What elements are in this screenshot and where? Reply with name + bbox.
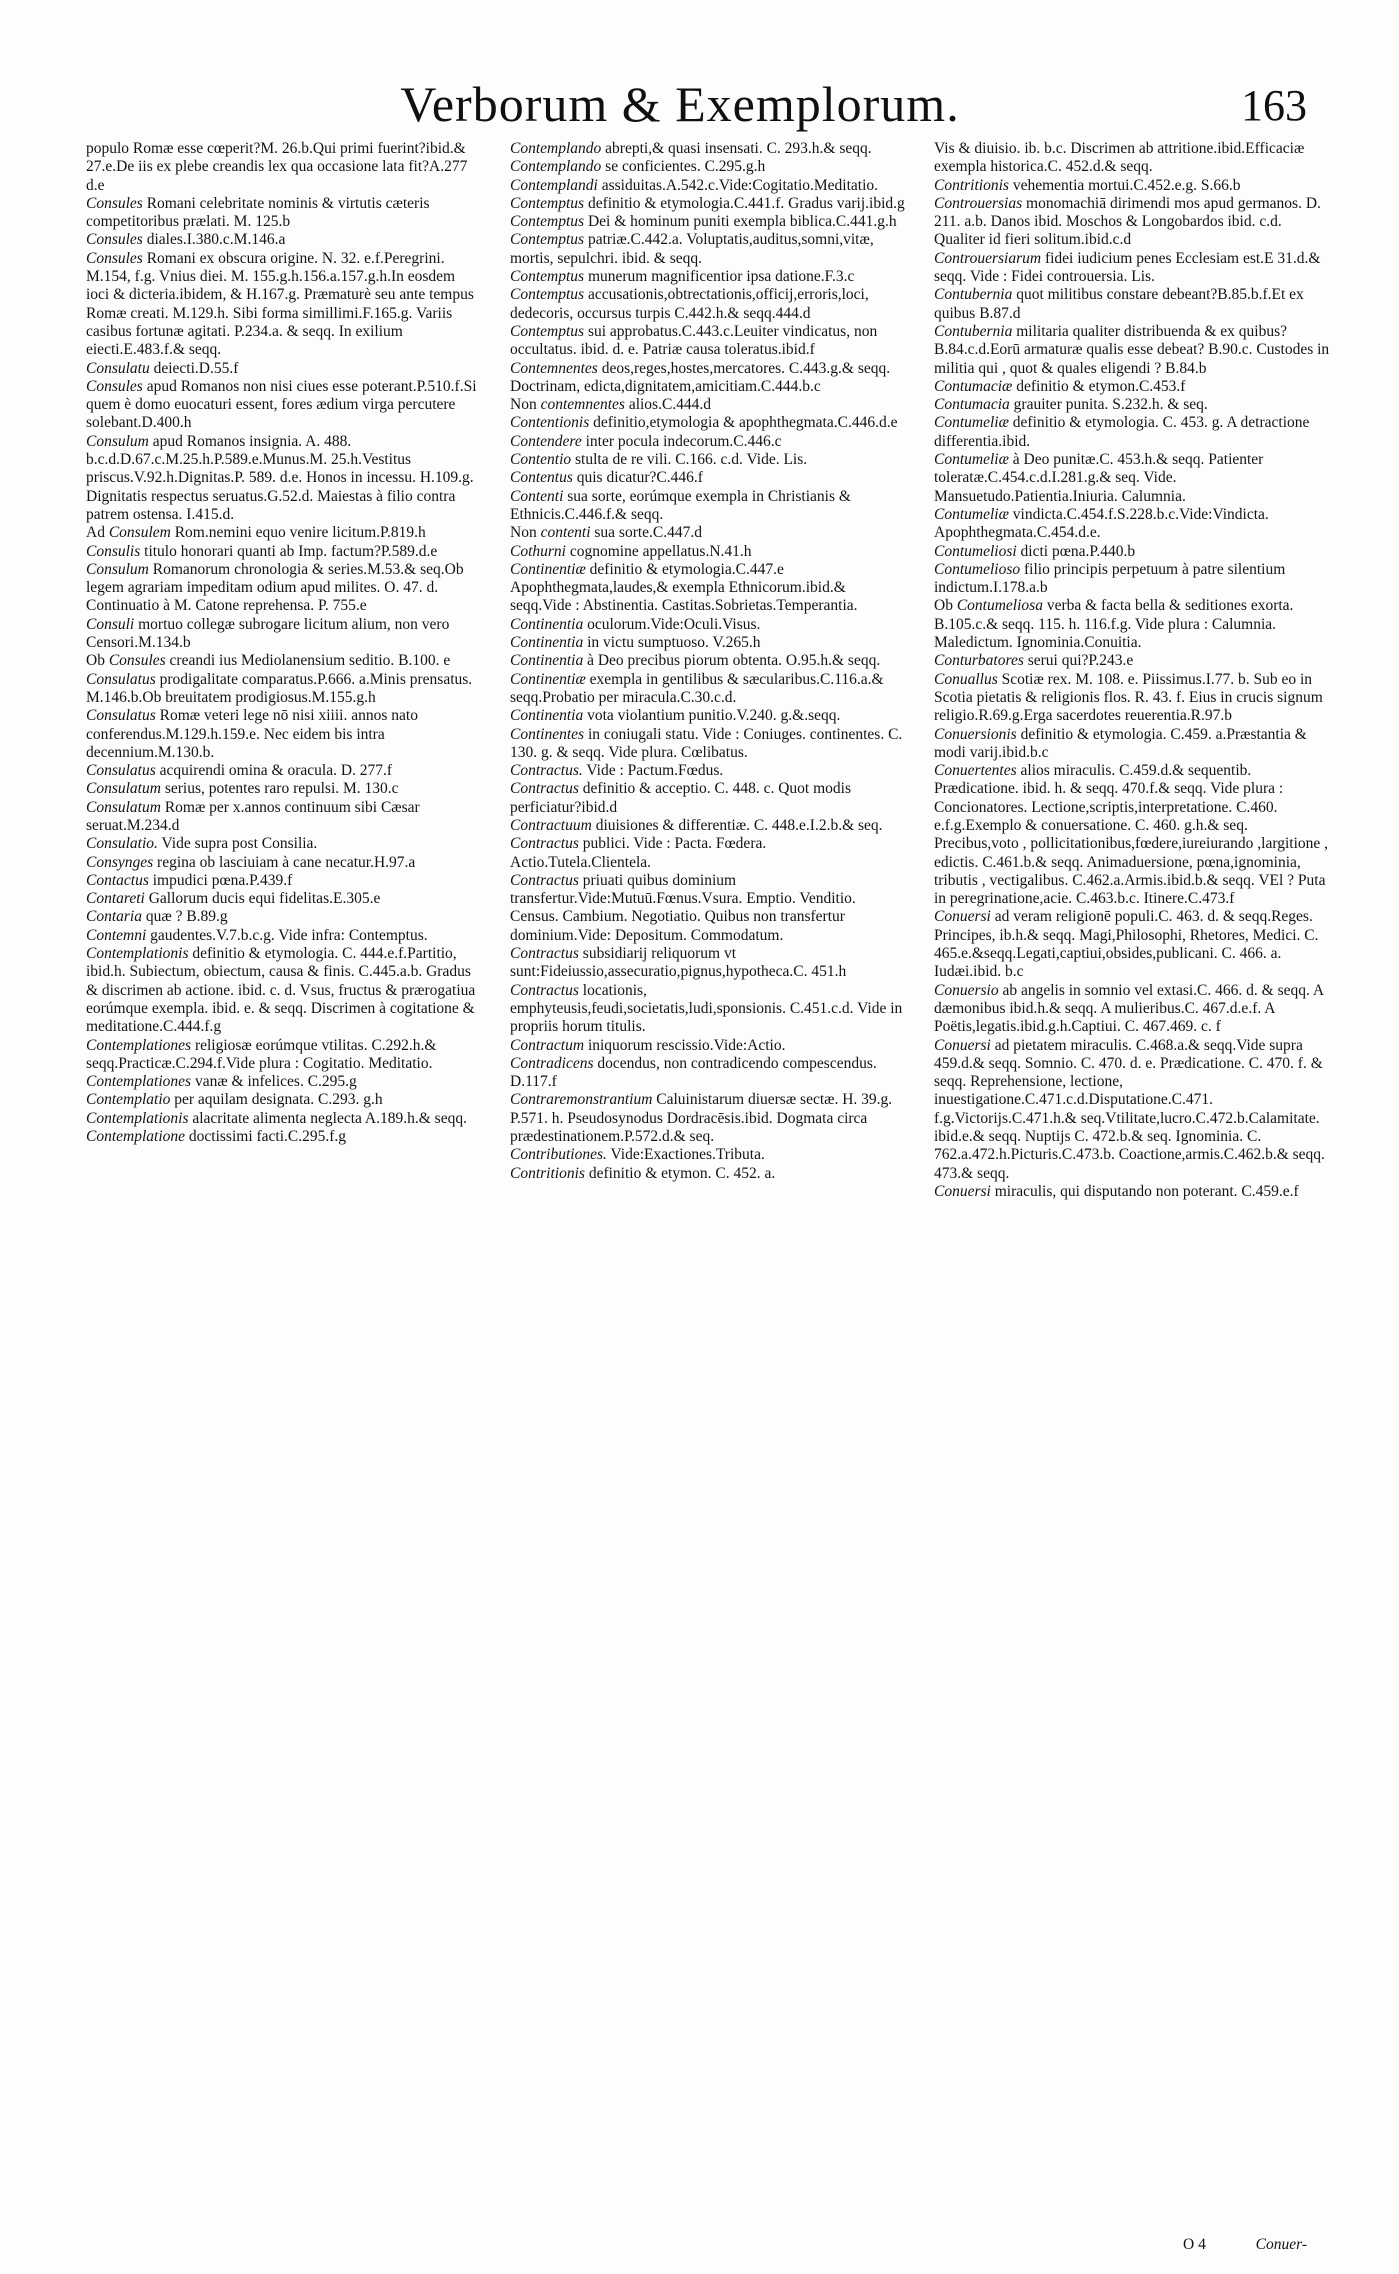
entry-text: populo Romæ esse cœperit?M. 26.b.Qui primi fuerint?ibid.& 27.e.De iis ex plebe creandis lex qua occasione lata fit?A.277 d.e [86, 140, 468, 194]
entry-keyword: Consulatum [86, 798, 161, 816]
entry-text: à Deo punitæ.C. 453.h.& seqq. Patienter toleratæ.C.454.c.d.I.281.g.& seq. Vide. Mansuetudo.Patientia.Iniuria. Calumnia. [934, 451, 1264, 505]
entry-keyword: Contractus [510, 871, 579, 889]
entry-text: dicti pœna.P.440.b [1020, 542, 1136, 560]
entry-text: inter pocula indecorum.C.446.c [585, 432, 782, 450]
entry-keyword: Contemptus [510, 194, 585, 212]
entry-keyword: Controuersiarum [934, 249, 1042, 267]
index-entry [934, 414, 1330, 451]
entry-text: religiosæ eorúmque vtilitas. C.292.h.& seqq.Practicæ.C.294.f.Vide plura : Cogitatio. Meditatio. [86, 1036, 437, 1072]
index-entry [510, 1055, 906, 1092]
entry-keyword: Conuersi [934, 1182, 991, 1200]
entry-text: vanæ & infelices. C.295.g [194, 1073, 357, 1091]
index-entry [510, 945, 906, 982]
entry-text: per aquilam designata. C.293. g.h [174, 1091, 383, 1109]
entry-text: ab angelis in somnio vel extasi.C. 466. d. & seqq. A dæmonibus ibid.h.& seqq. A mulieribus.C. 467.d.e.f. A Poëtis,legatis.ibid.g.h.Captiui. C. 467.469. c. f [934, 981, 1324, 1036]
entry-text: sua sorte.C.447.d [594, 524, 703, 542]
entry-text: miraculis, qui disputando non poterant. C.459.e.f [994, 1182, 1299, 1200]
entry-text: filio principis perpetuum à patre silentium indictum.I.178.a.b [934, 560, 1286, 597]
index-entry [86, 231, 482, 249]
entry-keyword: Consulis [86, 542, 141, 560]
index-entry [934, 908, 1330, 981]
entry-text: à Deo precibus piorum obtenta. O.95.h.& seqq. [587, 652, 881, 670]
index-entry [86, 433, 482, 524]
index-entry [86, 780, 482, 798]
entry-text: Romani ex obscura origine. N. 32. e.f.Peregrini. M.154, f.g. Vnius diei. M. 155.g.h.156.a.157.g.h.In eosdem ioci & dicteria.ibidem, & H.167.g. Præmaturè seu ante tempus Romæ creati. M.129.h. Sibi forma simillimi.F.165.g. Variis casibus fortunæ agitati. P.234.a. & seqq. In exilium eiecti.E.483.f.& seqq. [86, 249, 474, 359]
index-entry [510, 671, 906, 708]
entry-text: publici. Vide : Pacta. Fœdera. Actio.Tutela.Clientela. [510, 835, 767, 871]
entry-text: Rom.nemini equo venire licitum.P.819.h [174, 524, 426, 542]
index-entry [510, 323, 906, 360]
entry-keyword: Contemplationes [86, 1036, 192, 1054]
entry-text: munerum magnificentior ipsa datione.F.3.c [587, 268, 855, 286]
index-entry [510, 707, 906, 725]
entry-keyword: Conuersi [934, 1036, 991, 1054]
index-entry [86, 1073, 482, 1091]
index-entry [510, 616, 906, 634]
entry-text: vindicta.C.454.f.S.228.b.c.Vide:Vindicta. Apophthegmata.C.454.d.e. [934, 505, 1269, 542]
entry-keyword: Consules [86, 231, 143, 249]
index-entry [934, 652, 1330, 670]
entry-keyword: contenti [540, 524, 591, 542]
entry-keyword: Consulem [108, 524, 171, 542]
entry-keyword: Contentionis [510, 414, 590, 432]
index-entry [934, 323, 1330, 378]
entry-text: vota violantium punitio.V.240. g.&.seqq. [587, 707, 841, 725]
index-entry [86, 927, 482, 945]
entry-keyword: Contemplando [510, 158, 602, 176]
entry-keyword: Contributiones. [510, 1146, 607, 1164]
entry-text: vehementia mortui.C.452.e.g. S.66.b [1012, 176, 1241, 194]
entry-keyword: Contritionis [510, 1164, 585, 1182]
entry-text: stulta de re vili. C.166. c.d. Vide. Lis. [575, 451, 808, 469]
entry-text: diales.I.380.c.M.146.a [146, 231, 286, 249]
page-number: 163 [1241, 81, 1307, 130]
entry-keyword: Contemplationis [86, 945, 189, 963]
entry-keyword: Contumeliæ [934, 414, 1009, 432]
entry-keyword: Conuersionis [934, 725, 1017, 743]
index-entry [86, 854, 482, 872]
entry-text: quæ ? B.89.g [145, 908, 228, 926]
entry-keyword: Contemptus [510, 231, 585, 249]
entry-keyword: Contemplationes [86, 1073, 192, 1091]
entry-keyword: Consuli [86, 615, 135, 633]
index-entry [510, 360, 906, 397]
entry-text: priuati quibus dominium transfertur.Vide:Mutuū.Fœnus.Vsura. Emptio. Venditio. Census. Cambium. Negotiatio. Quibus non transfertur dominium.Vide: Depositum. Commodatum. [510, 871, 856, 944]
index-entry [510, 396, 906, 414]
entry-text: fidei iudicium penes Ecclesiam est.E 31.d.& seqq. Vide : Fidei controuersia. Lis. [934, 249, 1321, 286]
entry-text: Non [510, 524, 537, 542]
entry-keyword: Consulatum [86, 780, 161, 798]
entry-text: doctissimi facti.C.295.f.g [188, 1128, 347, 1146]
entry-text: exempla in gentilibus & sæcularibus.C.116.a.& seqq.Probatio per miracula.C.30.c.d. [510, 670, 884, 706]
entry-keyword: Continentes [510, 725, 585, 743]
entry-text: subsidiarij reliquorum vt sunt:Fideiussio,assecuratio,pignus,hypotheca.C. 451.h [510, 945, 847, 981]
entry-text: Gallorum ducis equi fidelitas.E.305.e [148, 890, 381, 908]
index-entry [86, 616, 482, 653]
entry-text: Ob [934, 597, 953, 615]
index-entry [86, 652, 482, 670]
index-entry [86, 1091, 482, 1109]
index-entry [510, 762, 906, 780]
entry-text: sua sorte, eorúmque exempla in Christianis & Ethnicis.C.446.f.& seqq. [510, 487, 851, 523]
index-entry [934, 671, 1330, 726]
entry-keyword: Consulatus [86, 762, 156, 780]
entry-text: patriæ.C.442.a. Voluptatis,auditus,somni,vitæ, mortis, sepulchri. ibid. & seqq. [510, 231, 874, 267]
index-column-3 [934, 140, 1330, 1201]
entry-text: ad pietatem miraculis. C.468.a.& seqq.Vide supra 459.d.& seqq. Somnio. C. 470. d. e. Prædicatione. C. 470. f. & seqq. Reprehensione, lectione, inuestigatione.C.471.c.d.Disputatione.C.471. f.g.Victorijs.C.471.h.& seq.Vtilitate,lucro.C.472.b.Calamitate. ibid.e.& seqq. Nuptijs C. 472.b.& seq. Ignominia. C. 762.a.472.h.Picturis.C.473.b. Coactione,armis.C.462.b.& seqq. 473.& seqq. [934, 1036, 1325, 1182]
entry-keyword: Contemnentes [510, 359, 598, 377]
entry-text: serui qui?P.243.e [1027, 652, 1134, 670]
entry-text: acquirendi omina & oracula. D. 277.f [159, 762, 393, 780]
entry-text: creandi ius Mediolanensium seditio. B.100. e [169, 652, 451, 670]
entry-keyword: Consules [86, 377, 143, 395]
index-entry [934, 250, 1330, 287]
index-entry [86, 140, 482, 195]
entry-text: Ob [86, 652, 105, 670]
index-entry [934, 177, 1330, 195]
index-entry [934, 726, 1330, 763]
index-entry [510, 1165, 906, 1183]
entry-keyword: Consulatus [86, 707, 156, 725]
entry-text: sui approbatus.C.443.c.Leuiter vindicatus, non occultatus. ibid. d. e. Patriæ causa toleratus.ibid.f [510, 322, 878, 359]
index-entry [510, 158, 906, 176]
entry-keyword: Contractus [510, 981, 579, 999]
index-entry [934, 561, 1330, 598]
index-entry [510, 835, 906, 872]
entry-keyword: Contubernia [934, 322, 1013, 340]
entry-keyword: Consules [86, 249, 143, 267]
index-entry [86, 908, 482, 926]
entry-text: deos,reges,hostes,mercatores. C.443.g.& seqq. Doctrinam, edicta,dignitatem,amicitiam.C.444.b.c [510, 359, 891, 395]
entry-keyword: Contaria [86, 908, 142, 926]
entry-text: definitio & acceptio. C. 448. c. Quot modis perficiatur?ibid.d [510, 780, 851, 816]
entry-text: definitio & etymologia. C. 444.e.f.Partitio, ibid.h. Subiectum, obiectum, causa & finis. C.445.a.b. Gradus & discrimen ab actione. ibid. c. d. Vsus, fructus & prærogatiua eorúmque exempla. ibid. e. & seqq. Discrimen à cogitatione & meditatione.C.444.f.g [86, 945, 476, 1036]
entry-keyword: Consulum [86, 560, 149, 578]
entry-keyword: Consulatu [86, 359, 150, 377]
entry-text: serius, potentes raro repulsi. M. 130.c [164, 780, 399, 798]
index-entry [934, 140, 1330, 177]
entry-text: grauiter punita. S.232.h. & seq. [1013, 396, 1208, 414]
entry-text: definitio & etymologia.C.441.f. Gradus varij.ibid.g [587, 194, 905, 212]
catchword: Conuer- [1255, 2236, 1307, 2253]
entry-keyword: Continentia [510, 615, 584, 633]
entry-text: accusationis,obtrectationis,officij,erroris,loci, dedecoris, occursus turpis C.442.h.& seqq.444.d [510, 286, 869, 322]
entry-text: apud Romanos insignia. A. 488. b.c.d.D.67.c.M.25.h.P.589.e.Munus.M. 25.h.Vestitus priscus.V.92.h.Dignitas.P. 589. d.e. Honos in incessu. H.109.g. Dignitatis respectus seruatus.G.52.d. Maiestas à filio contra patrem ostensa. I.415.d. [86, 432, 474, 523]
entry-keyword: Contentio [510, 451, 572, 469]
entry-text: apud Romanos non nisi ciues esse poterant.P.510.f.Si quem è domo euocaturi essent, fores ædium virga percutere solebant.D.400.h [86, 377, 477, 432]
index-entry [510, 195, 906, 213]
index-entry [86, 945, 482, 1036]
index-entry [510, 469, 906, 487]
entry-keyword: Contractus [510, 835, 579, 853]
entry-keyword: Contemplationis [86, 1109, 189, 1127]
entry-text: Scotiæ rex. M. 108. e. Piissimus.I.77. b. Sub eo in Scotia pietatis & religionis flos. R. 43. f. Eius in crucis signum religio.R.69.g.Erga sacerdotes reuerentia.R.97.b [934, 670, 1323, 725]
entry-keyword: Contraremonstrantium [510, 1091, 653, 1109]
index-entry [934, 597, 1330, 652]
index-entry [510, 1146, 906, 1164]
entry-keyword: Consules [108, 652, 166, 670]
entry-text: Dei & hominum puniti exempla biblica.C.441.g.h [587, 213, 897, 231]
entry-keyword: Contareti [86, 890, 145, 908]
entry-text: Vide supra post Consilia. [161, 835, 318, 853]
index-entry [934, 396, 1330, 414]
entry-text: regina ob lasciuiam à cane necatur.H.97.a [157, 853, 416, 871]
entry-text: Romæ veteri lege nō nisi xiiii. annos nato conferendus.M.129.h.159.e. Nec eidem bis intra decennium.M.130.b. [86, 707, 418, 761]
entry-keyword: Contritionis [934, 176, 1009, 194]
entry-keyword: Consules [86, 194, 143, 212]
index-entry [934, 451, 1330, 506]
entry-keyword: Continentia [510, 707, 584, 725]
entry-text: definitio & etymologia. C. 453. g. A detractione differentia.ibid. [934, 414, 1310, 450]
entry-keyword: Continentiæ [510, 670, 586, 688]
index-entry [934, 286, 1330, 323]
entry-keyword: Contumeliosi [934, 542, 1017, 560]
index-entry [934, 195, 1330, 250]
index-entry [510, 488, 906, 525]
index-entry [510, 817, 906, 835]
entry-text: quot militibus constare debeant?B.85.b.f.Et ex quibus B.87.d [934, 286, 1304, 322]
entry-text: Romani celebritate nominis & virtutis cæteris competitoribus prælati. M. 125.b [86, 194, 430, 231]
entry-keyword: Continentia [510, 652, 584, 670]
entry-keyword: Consulatus [86, 670, 156, 688]
entry-keyword: Contumaciæ [934, 377, 1013, 395]
entry-text: impudici pœna.P.439.f [152, 871, 293, 889]
entry-keyword: Contractus [510, 945, 579, 963]
entry-keyword: Contemptus [510, 286, 585, 304]
entry-keyword: Contumeliæ [934, 505, 1009, 523]
entry-keyword: Contumeliæ [934, 451, 1009, 469]
entry-text: Vis & diuisio. ib. b.c. Discrimen ab attritione.ibid.Efficaciæ exempla historica.C. 452.d.& seqq. [934, 140, 1305, 176]
entry-keyword: Contractuum [510, 816, 592, 834]
entry-keyword: Contactus [86, 871, 149, 889]
entry-text: militaria qualiter distribuenda & ex quibus?B.84.c.d.Eorū armaturæ qualis esse debeat? B.90.c. Custodes in militia qui , quot & quales eligendi ? B.84.b [934, 322, 1330, 377]
index-entry [86, 250, 482, 360]
entry-text: Romanorum chronologia & series.M.53.& seq.Ob legem agrariam impeditam odium apud milites. O. 47. d. Continuatio à M. Catone reprehensa. P. 755.e [86, 560, 464, 615]
entry-text: se conficientes. C.295.g.h [605, 158, 766, 176]
entry-text: mortuo collegæ subrogare licitum alium, non vero Censori.M.134.b [86, 615, 450, 652]
index-entry [86, 762, 482, 780]
index-entry [934, 378, 1330, 396]
running-title: Verborum & Exemplorum. [400, 76, 960, 132]
entry-text: abrepti,& quasi insensati. C. 293.h.& seqq. [605, 140, 872, 157]
index-entry [86, 378, 482, 433]
entry-keyword: Controuersias [934, 194, 1023, 212]
entry-text: gaudentes.V.7.b.c.g. Vide infra: Contemptus. [150, 926, 428, 944]
index-entry [86, 524, 482, 542]
entry-text: oculorum.Vide:Oculi.Visus. [587, 615, 761, 633]
entry-keyword: Contenti [510, 487, 564, 505]
index-entry [934, 543, 1330, 561]
entry-text: Vide:Exactiones.Tributa. [610, 1146, 765, 1164]
entry-text: in coniugali statu. Vide : Coniuges. continentes. C. 130. g. & seqq. Vide plura. Cœlibatus. [510, 725, 903, 761]
index-entry [510, 634, 906, 652]
index-entry [86, 195, 482, 232]
index-entry [510, 872, 906, 945]
index-entry [86, 799, 482, 836]
entry-text: definitio & etymon. C. 452. a. [588, 1164, 776, 1182]
entry-keyword: Conturbatores [934, 652, 1024, 670]
index-entry [86, 872, 482, 890]
index-entry [510, 177, 906, 195]
index-entry [510, 268, 906, 286]
entry-keyword: Contemplandi [510, 176, 598, 194]
index-entry [86, 1110, 482, 1128]
index-entry [86, 1128, 482, 1146]
entry-text: ad veram religionē populi.C. 463. d. & seqq.Reges. Principes, ib.h.& seqq. Magi,Philosophi, Rhetores, Medici. C. 465.e.&seqq.Legati,captiui,obsides,publicani. C. 466. a. Iudæi.ibid. b.c [934, 908, 1319, 981]
index-entry [934, 982, 1330, 1037]
entry-keyword: Contendere [510, 432, 582, 450]
entry-text: prodigalitate comparatus.P.666. a.Minis prensatus. M.146.b.Ob breuitatem prodigiosus.M.155.g.h [86, 670, 473, 706]
entry-keyword: Contumeliosa [956, 597, 1043, 615]
entry-text: iniquorum rescissio.Vide:Actio. [587, 1036, 786, 1054]
entry-text: Ad [86, 524, 105, 542]
signature-mark: O 4 [1183, 2236, 1206, 2253]
entry-keyword: Contractus [510, 780, 579, 798]
index-entry [510, 433, 906, 451]
entry-text: cognomine appellatus.N.41.h [569, 542, 752, 560]
entry-text: locationis, emphyteusis,feudi,societatis,ludi,sponsionis. C.451.c.d. Vide in propriis horum titulis. [510, 981, 903, 1036]
index-entry [510, 414, 906, 432]
entry-keyword: Consulum [86, 432, 149, 450]
entry-text: Caluinistarum diuersæ sectæ. H. 39.g. P.571. h. Pseudosynodus Dordracēsis.ibid. Dogmata circa prædestinationem.P.572.d.& seq. [510, 1091, 893, 1146]
entry-text: alacritate alimenta neglecta A.189.h.& seqq. [192, 1109, 467, 1127]
entry-keyword: contemnentes [540, 396, 625, 414]
index-entry [510, 286, 906, 323]
entry-keyword: Cothurni [510, 542, 566, 560]
index-entry [510, 451, 906, 469]
index-entry [510, 524, 906, 542]
entry-text: definitio,etymologia & apophthegmata.C.446.d.e [593, 414, 898, 432]
entry-text: definitio & etymologia. C.459. a.Præstantia & modi varij.ibid.b.c [934, 725, 1307, 761]
entry-text: Non [510, 396, 537, 414]
page-header [0, 72, 1399, 136]
index-entry [86, 890, 482, 908]
index-entry [510, 561, 906, 616]
entry-text: in victu sumptuoso. V.265.h [587, 634, 761, 652]
entry-keyword: Continentia [510, 634, 584, 652]
entry-keyword: Contemptus [510, 213, 585, 231]
index-entry [86, 835, 482, 853]
index-entry [510, 982, 906, 1037]
entry-text: deiecti.D.55.f [153, 359, 239, 377]
entry-text: docendus, non contradicendo compescendus. D.117.f [510, 1054, 877, 1091]
entry-keyword: Consulatio. [86, 835, 158, 853]
index-entry [510, 140, 906, 158]
index-entry [510, 1037, 906, 1055]
index-entry [510, 726, 906, 763]
index-entry [86, 671, 482, 708]
index-entry [934, 506, 1330, 543]
entry-keyword: Contractus. [510, 762, 583, 780]
entry-keyword: Contemptus [510, 268, 585, 286]
index-entry [934, 1183, 1330, 1201]
entry-keyword: Contemplatio [86, 1091, 171, 1109]
index-entry [510, 1091, 906, 1146]
entry-keyword: Conuersio [934, 981, 999, 999]
entry-keyword: Contubernia [934, 286, 1013, 304]
index-entry [510, 780, 906, 817]
entry-keyword: Conuertentes [934, 762, 1017, 780]
index-entry [86, 561, 482, 616]
entry-text: alios.C.444.d [628, 396, 712, 414]
entry-keyword: Contentus [510, 469, 573, 487]
index-entry [510, 543, 906, 561]
index-entry [510, 652, 906, 670]
entry-keyword: Conuallus [934, 670, 998, 688]
entry-text: definitio & etymologia.C.447.e Apophthegmata,laudes,& exempla Ethnicorum.ibid.& seqq.Vide : Abstinentia. Castitas.Sobrietas.Temperantia. [510, 560, 858, 615]
entry-keyword: Contumacia [934, 396, 1010, 414]
entry-keyword: Contemplatione [86, 1128, 186, 1146]
entry-keyword: Contumelioso [934, 560, 1021, 578]
entry-text: quis dicatur?C.446.f [576, 469, 703, 487]
index-entry [934, 762, 1330, 908]
entry-text: Romæ per x.annos continuum sibi Cæsar seruat.M.234.d [86, 798, 420, 834]
entry-text: verba & facta bella & seditiones exorta. B.105.c.& seqq. 115. h. 116.f.g. Vide plura : Calumnia. Maledictum. Ignominia.Conuitia. [934, 597, 1294, 652]
entry-keyword: Consynges [86, 853, 154, 871]
index-entry [934, 1037, 1330, 1183]
entry-keyword: Contemni [86, 926, 147, 944]
index-entry [86, 1037, 482, 1074]
index-entry [510, 213, 906, 231]
index-entry [86, 707, 482, 762]
entry-text: Vide : Pactum.Fœdus. [586, 762, 724, 780]
entry-text: titulo honorari quanti ab Imp. factum?P.589.d.e [144, 542, 438, 560]
entry-text: definitio & etymon.C.453.f [1016, 377, 1186, 395]
entry-text: assiduitas.A.542.c.Vide:Cogitatio.Meditatio. [601, 176, 879, 194]
entry-keyword: Continentiæ [510, 560, 586, 578]
entry-keyword: Contemptus [510, 322, 585, 340]
entry-keyword: Contemplando [510, 140, 602, 157]
index-column-2 [510, 140, 906, 1183]
index-entry [86, 543, 482, 561]
index-column-1 [86, 140, 482, 1146]
entry-keyword: Contradicens [510, 1054, 594, 1072]
index-entry [86, 360, 482, 378]
entry-text: monomachiā dirimendi mos apud germanos. D. 211. a.b. Danos ibid. Moschos & Longobardos ibid. c.d. Qualiter id fieri solitum.ibid.c.d [934, 194, 1321, 249]
index-entry [510, 231, 906, 268]
entry-text: alios miraculis. C.459.d.& sequentib. Prædicatione. ibid. h. & seqq. 470.f.& seqq. Vide plura : Concionatores. Lectione,scriptis,interpretatione. C.460. e.f.g.Exemplo & conuersatione. C. 460. g.h.& seq. Precibus,voto , pollicitationibus,fœdere,iureiurando ,largitione , edictis. C.461.b.& seqq. Animaduersione, pœna,ignominia, tributis , vectigalibus. C.462.a.Armis.ibid.b.& seqq. VEl ? Puta in peregrinatione,acie. C.463.b.c. Itinere.C.473.f [934, 762, 1329, 908]
entry-keyword: Conuersi [934, 908, 991, 926]
entry-text: diuisiones & differentiæ. C. 448.e.I.2.b.& seq. [595, 816, 883, 834]
entry-keyword: Contractum [510, 1036, 585, 1054]
